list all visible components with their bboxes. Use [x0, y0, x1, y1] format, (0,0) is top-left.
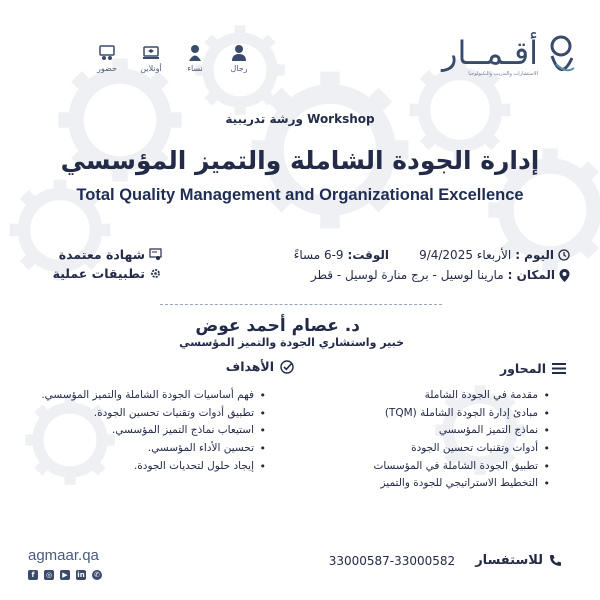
online-label: أونلاين: [140, 64, 162, 73]
day-value: الأربعاء 9/4/2025: [419, 248, 512, 262]
gear-icon: [149, 267, 162, 280]
list-item: • مقدمة في الجودة الشاملة: [373, 387, 550, 405]
logo-text: أقـمــار: [441, 34, 538, 72]
feature-certificate: [59, 247, 162, 262]
list-item: • أدوات وتقنيات تحسين الجودة: [373, 440, 550, 458]
linkedin-icon[interactable]: in: [77, 571, 85, 579]
facebook-icon[interactable]: f: [28, 570, 38, 580]
check-circle-icon: [280, 360, 294, 374]
men-label: رجال: [230, 64, 248, 73]
women-label: نساء: [187, 64, 203, 73]
day-label: اليوم :: [515, 248, 554, 262]
list-item: • استيعاب نماذج التميز المؤسسي.: [41, 422, 266, 440]
youtube-icon[interactable]: ▶: [60, 570, 70, 580]
brand-logo: [442, 34, 578, 80]
divider: [160, 304, 442, 305]
menu-icon: [552, 363, 566, 374]
phone-icon: [549, 554, 562, 567]
contact-row: [329, 553, 562, 568]
day-time-row: [294, 248, 570, 262]
audience-options: [92, 44, 254, 73]
online-icon: [142, 44, 160, 62]
attendance-label: حضور: [97, 64, 117, 73]
logo-subtitle: الاستشارات والتدريب والتكنولوجيا: [468, 71, 538, 77]
list-item: • إيجاد حلول لتحديات الجودة.: [41, 458, 266, 476]
time-value: 6-9 مساءً: [293, 248, 344, 262]
list-item: • مبادئ إدارة الجودة الشاملة (TQM): [373, 405, 550, 423]
instagram-icon[interactable]: ◎: [45, 571, 53, 579]
speaker-name: د. عصام أحمد عوض: [195, 316, 360, 336]
list-item: • تطبيق الجودة الشاملة في المؤسسات: [373, 458, 550, 476]
workshop-label: ورشة تدريبية Workshop: [225, 112, 375, 126]
axes-heading: [500, 361, 566, 376]
list-item: • تطبيق أدوات وتقنيات تحسين الجودة.: [41, 405, 266, 423]
attendance-icon: [98, 44, 116, 62]
feature-practice: [53, 266, 162, 281]
goals-heading-label: الأهداف: [225, 359, 274, 374]
feature-practice-label: تطبيقات عملية: [52, 266, 145, 281]
clock-icon: [558, 249, 570, 261]
location-pin-icon: [559, 269, 570, 282]
place-label: المكان :: [507, 268, 555, 282]
attendance-option: [92, 44, 122, 73]
time-label: الوقت:: [347, 248, 390, 262]
online-option: [136, 44, 166, 73]
certificate-icon: [149, 248, 162, 261]
title-english: Total Quality Management and Organizational Excellence: [76, 186, 524, 204]
men-option: [224, 44, 254, 73]
list-item: • نماذج التميز المؤسسي: [373, 422, 550, 440]
list-item: • التخطيط الاستراتيجي للجودة والتميز: [373, 475, 550, 493]
axes-heading-label: المحاور: [499, 361, 546, 376]
list-item: • فهم أساسيات الجودة الشاملة والتميز المؤسسي.: [41, 387, 266, 405]
goals-heading: [226, 359, 294, 374]
logo-mark-icon: [544, 34, 578, 80]
woman-icon: [186, 44, 204, 62]
axes-list: [373, 387, 550, 493]
list-item: • تحسين الأداء المؤسسي.: [41, 440, 266, 458]
feature-certificate-label: شهادة معتمدة: [58, 247, 145, 262]
contact-label: للاستفسار: [475, 553, 543, 568]
man-icon: [230, 44, 248, 62]
women-option: [180, 44, 210, 73]
speaker-title: خبير واستشاري الجودة والتميز المؤسسي: [179, 336, 404, 349]
website-link[interactable]: agmaar.qa: [28, 547, 99, 564]
whatsapp-icon[interactable]: ✆: [92, 570, 102, 580]
social-links: [28, 570, 102, 580]
goals-list: [41, 387, 266, 475]
title-arabic: إدارة الجودة الشاملة والتميز المؤسسي: [60, 146, 540, 175]
place-value: مارينا لوسيل - برج منارة لوسيل - قطر: [310, 268, 504, 282]
contact-phones[interactable]: 33000587-33000582: [328, 553, 456, 568]
place-row: [311, 268, 570, 282]
